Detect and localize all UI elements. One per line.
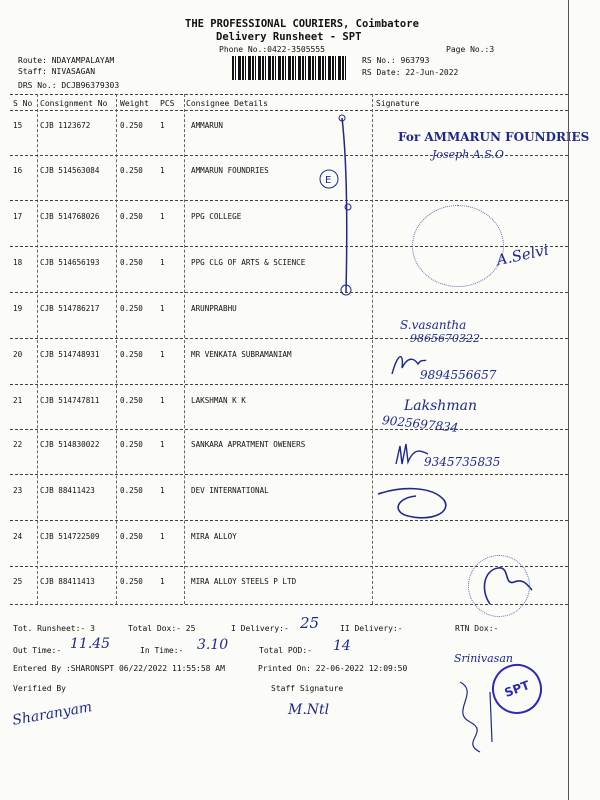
col-consignment: Consignment No bbox=[40, 99, 108, 108]
tot-runsheet: Tot. Runsheet:- 3 bbox=[13, 624, 95, 633]
out-time-value: 11.45 bbox=[70, 636, 111, 652]
signature-16: Joseph A.S.O bbox=[432, 148, 504, 161]
i-delivery-value: 25 bbox=[300, 614, 320, 632]
ii-delivery-label: II Delivery:- bbox=[340, 624, 403, 633]
spt-stamp-label: SPT bbox=[502, 678, 532, 700]
delivery-stamp bbox=[468, 555, 530, 617]
signature-21: Lakshman bbox=[404, 398, 477, 414]
route: Route: NDAYAMPALAYAM bbox=[18, 56, 115, 65]
phone-21: 9025697834 bbox=[381, 413, 459, 435]
document-title: Delivery Runsheet - SPT bbox=[216, 31, 362, 43]
bracket-mark bbox=[330, 112, 360, 302]
page-number: Page No.:3 bbox=[446, 45, 495, 54]
row-rule bbox=[10, 520, 568, 521]
rtn-dox-label: RTN Dox:- bbox=[455, 624, 499, 633]
verified-by-label: Verified By bbox=[13, 684, 66, 693]
col-consignee: Consignee Details bbox=[186, 99, 268, 108]
drs-number: DRS No.: DCJB96379303 bbox=[18, 81, 120, 90]
phone-20: 9894556657 bbox=[420, 368, 497, 382]
phone-number: Phone No.:0422-3505555 bbox=[219, 45, 325, 54]
col-weight: Weight bbox=[120, 99, 149, 108]
signature-19: S.vasantha bbox=[400, 318, 467, 332]
verified-signature: Sharanyam bbox=[11, 699, 94, 729]
phone-19: 9865670322 bbox=[410, 332, 480, 345]
row-rule bbox=[10, 474, 568, 475]
rs-number: RS No.: 963793 bbox=[362, 56, 430, 65]
scribble-mark bbox=[440, 672, 510, 762]
row-rule bbox=[10, 429, 568, 430]
row-rule bbox=[10, 384, 568, 385]
row-rule bbox=[10, 292, 568, 293]
row-rule bbox=[10, 200, 568, 201]
phone-22: 9345735835 bbox=[424, 455, 501, 469]
col-pcs: PCS bbox=[160, 99, 175, 108]
col-signature: Signature bbox=[376, 99, 420, 108]
col-divider bbox=[372, 94, 373, 604]
out-time-label: Out Time:- bbox=[13, 646, 62, 655]
total-pod-label: Total POD:- bbox=[259, 646, 312, 655]
barcode bbox=[232, 56, 348, 80]
company-name: THE PROFESSIONAL COURIERS, Coimbatore bbox=[185, 18, 419, 30]
col-sno: S No bbox=[13, 99, 33, 108]
signature-23 bbox=[372, 482, 462, 526]
entered-by: Entered By :SHARONSPT 06/22/2022 11:55:58 AM bbox=[13, 664, 225, 673]
right-signature: Srinivasan bbox=[454, 652, 513, 665]
signature-18: A.Selvi bbox=[494, 240, 551, 270]
row-rule bbox=[10, 338, 568, 339]
printed-on: Printed On: 22-06-2022 12:09:50 bbox=[258, 664, 408, 673]
table-header-rule bbox=[10, 110, 568, 111]
i-delivery-label: I Delivery:- bbox=[231, 624, 289, 633]
table-top-rule bbox=[10, 94, 568, 95]
staff: Staff: NIVASAGAN bbox=[18, 67, 96, 76]
circled-e-mark bbox=[318, 168, 340, 190]
college-seal-stamp bbox=[412, 205, 504, 287]
page-edge-line bbox=[568, 0, 569, 800]
in-time-value: 3.10 bbox=[197, 637, 229, 653]
company-stamp-text: For AMMARUN FOUNDRIES bbox=[398, 130, 590, 144]
staff-signature-scribble: M.Ntl bbox=[288, 702, 330, 718]
svg-text:E: E bbox=[325, 175, 332, 186]
rs-date: RS Date: 22-Jun-2022 bbox=[362, 68, 459, 77]
staff-signature-label: Staff Signature bbox=[271, 684, 344, 693]
total-pod-value: 14 bbox=[333, 638, 351, 654]
col-divider bbox=[37, 94, 38, 604]
total-dox: Total Dox:- 25 bbox=[128, 624, 196, 633]
col-divider bbox=[184, 94, 185, 604]
col-divider bbox=[116, 94, 117, 604]
in-time-label: In Time:- bbox=[140, 646, 184, 655]
